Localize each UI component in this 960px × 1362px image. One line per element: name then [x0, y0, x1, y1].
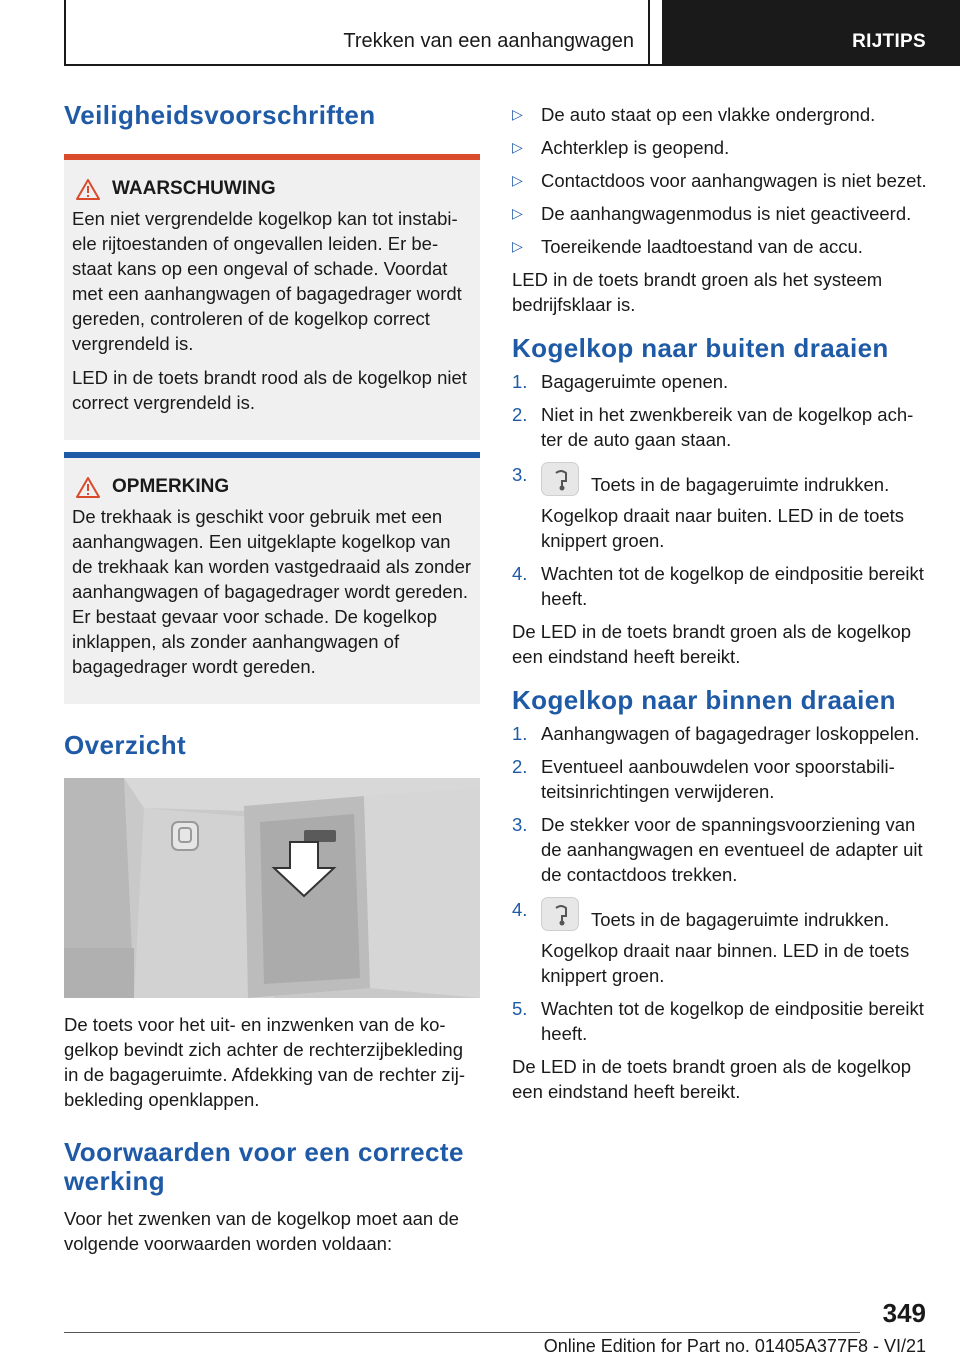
- list-item: ▷ Toereikende laadtoestand van de accu.: [512, 236, 863, 257]
- step-item: 3. De stekker voor de spanningsvoorziening van de aanhangwagen en eventueel de adapter uit de contactdoos trekken.: [512, 814, 923, 885]
- overview-heading: Overzicht: [64, 730, 187, 760]
- warning-triangle-icon: [76, 179, 100, 200]
- led-green-text: LED in de toets brandt groen als het systeem bedrijfsklaar is.: [512, 269, 883, 315]
- bullet-icon: ▷: [512, 205, 523, 221]
- out-end-text: De LED in de toets brandt groen als de kogelkop een eindstand heeft bereikt.: [512, 621, 912, 667]
- tow-hook-button-icon: [541, 897, 579, 931]
- step-item: 2. Niet in het zwenkbereik van de kogelkop achter de auto gaan staan.: [512, 404, 914, 450]
- overview-text: De toets voor het uit- en inzwenken van de kogelkop bevindt zich achter de rechterzijbekleding in de bagageruimte. Afdekking van de rechter zijbekleding openklappen.: [64, 1014, 466, 1110]
- list-item: ▷ Contactdoos voor aanhangwagen is niet bezet.: [512, 170, 927, 191]
- bullet-icon: ▷: [512, 172, 523, 188]
- chapter-title: Trekken van een aanhangwagen: [343, 30, 634, 52]
- warning-led-text: LED in de toets brandt rood als de kogelkop niet correct vergrendeld is.: [72, 367, 467, 413]
- note-header: [72, 458, 472, 504]
- step-item: 3. Toets in de bagageruimte indrukken. Kogelkop draait naar buiten. LED in de toets knippert groen.: [512, 464, 905, 551]
- warning-triangle-icon: [76, 477, 100, 498]
- warning-title: WAARSCHUWING: [112, 178, 276, 199]
- trunk-photo: [64, 778, 480, 998]
- trunk-illustration: [64, 778, 480, 998]
- conditions-heading: Voorwaarden voor een correcte werking: [64, 1137, 464, 1196]
- step-item: 1. Bagageruimte openen.: [512, 371, 729, 392]
- in-end-text: De LED in de toets brandt groen als de kogelkop een eindstand heeft bereikt.: [512, 1056, 912, 1102]
- list-item: ▷ Achterklep is geopend.: [512, 137, 730, 158]
- conditions-text: Voor het zwenken van de kogelkop moet aan de volgende voorwaarden worden voldaan:: [64, 1208, 459, 1254]
- step-item: 2. Eventueel aanbouwdelen voor spoorstabiliteitsinrichtingen verwijderen.: [512, 756, 895, 802]
- step-item: 5. Wachten tot de kogelkop de eindpositie bereikt heeft.: [512, 998, 924, 1044]
- note-box: [64, 452, 480, 704]
- step-item: 4. Toets in de bagageruimte indrukken. Kogelkop draait naar binnen. LED in de toets knippert groen.: [512, 899, 910, 986]
- bullet-icon: ▷: [512, 238, 523, 254]
- safety-heading: Veiligheidsvoorschriften: [64, 100, 376, 130]
- left-column: [64, 100, 480, 1256]
- footer-rule: [64, 1332, 860, 1333]
- page-number: 349: [882, 1298, 926, 1328]
- header-divider-middle: [648, 0, 650, 64]
- out-heading: Kogelkop naar buiten draaien: [512, 333, 889, 363]
- bullet-icon: ▷: [512, 139, 523, 155]
- warning-text: Een niet vergrendelde kogelkop kan tot instabiele rijtoestanden of ongevallen leiden. Er bestaat kans op een ongeval of schade. Voordat met een aanhangwagen of bagagedrager wordt gereden, controleren of de kogelkop correct vergrendeld is.: [72, 208, 462, 354]
- step-item: 4. Wachten tot de kogelkop de eindpositie bereikt heeft.: [512, 563, 924, 609]
- right-column: [512, 102, 928, 1104]
- warning-box: [64, 154, 480, 440]
- note-title: OPMERKING: [112, 476, 230, 497]
- list-item: ▷ De aanhangwagenmodus is niet geactiveerd.: [512, 203, 912, 224]
- list-item: ▷ De auto staat op een vlakke ondergrond.: [512, 104, 876, 125]
- note-text: De trekhaak is geschikt voor gebruik met een aanhangwagen. Een uitgeklapte kogelkop van de trekhaak kan worden vastgedraaid als zonder aanhangwagen of bagagedrager wordt gereden. Er bestaat gevaar voor schade. De kogelkop inklappen, als zonder aanhangwagen of bagagedrager wordt gereden.: [72, 506, 472, 677]
- warning-header: [72, 160, 472, 206]
- header-rule: [64, 64, 960, 66]
- in-heading: Kogelkop naar binnen draaien: [512, 685, 896, 715]
- tow-hook-button-icon: [541, 462, 579, 496]
- bullet-icon: ▷: [512, 106, 523, 122]
- section-tab: RIJTIPS: [662, 0, 960, 64]
- step-item: 1. Aanhangwagen of bagagedrager loskoppelen.: [512, 723, 920, 744]
- footer-edition: Online Edition for Part no. 01405A377F8 - VI/21: [543, 1336, 926, 1356]
